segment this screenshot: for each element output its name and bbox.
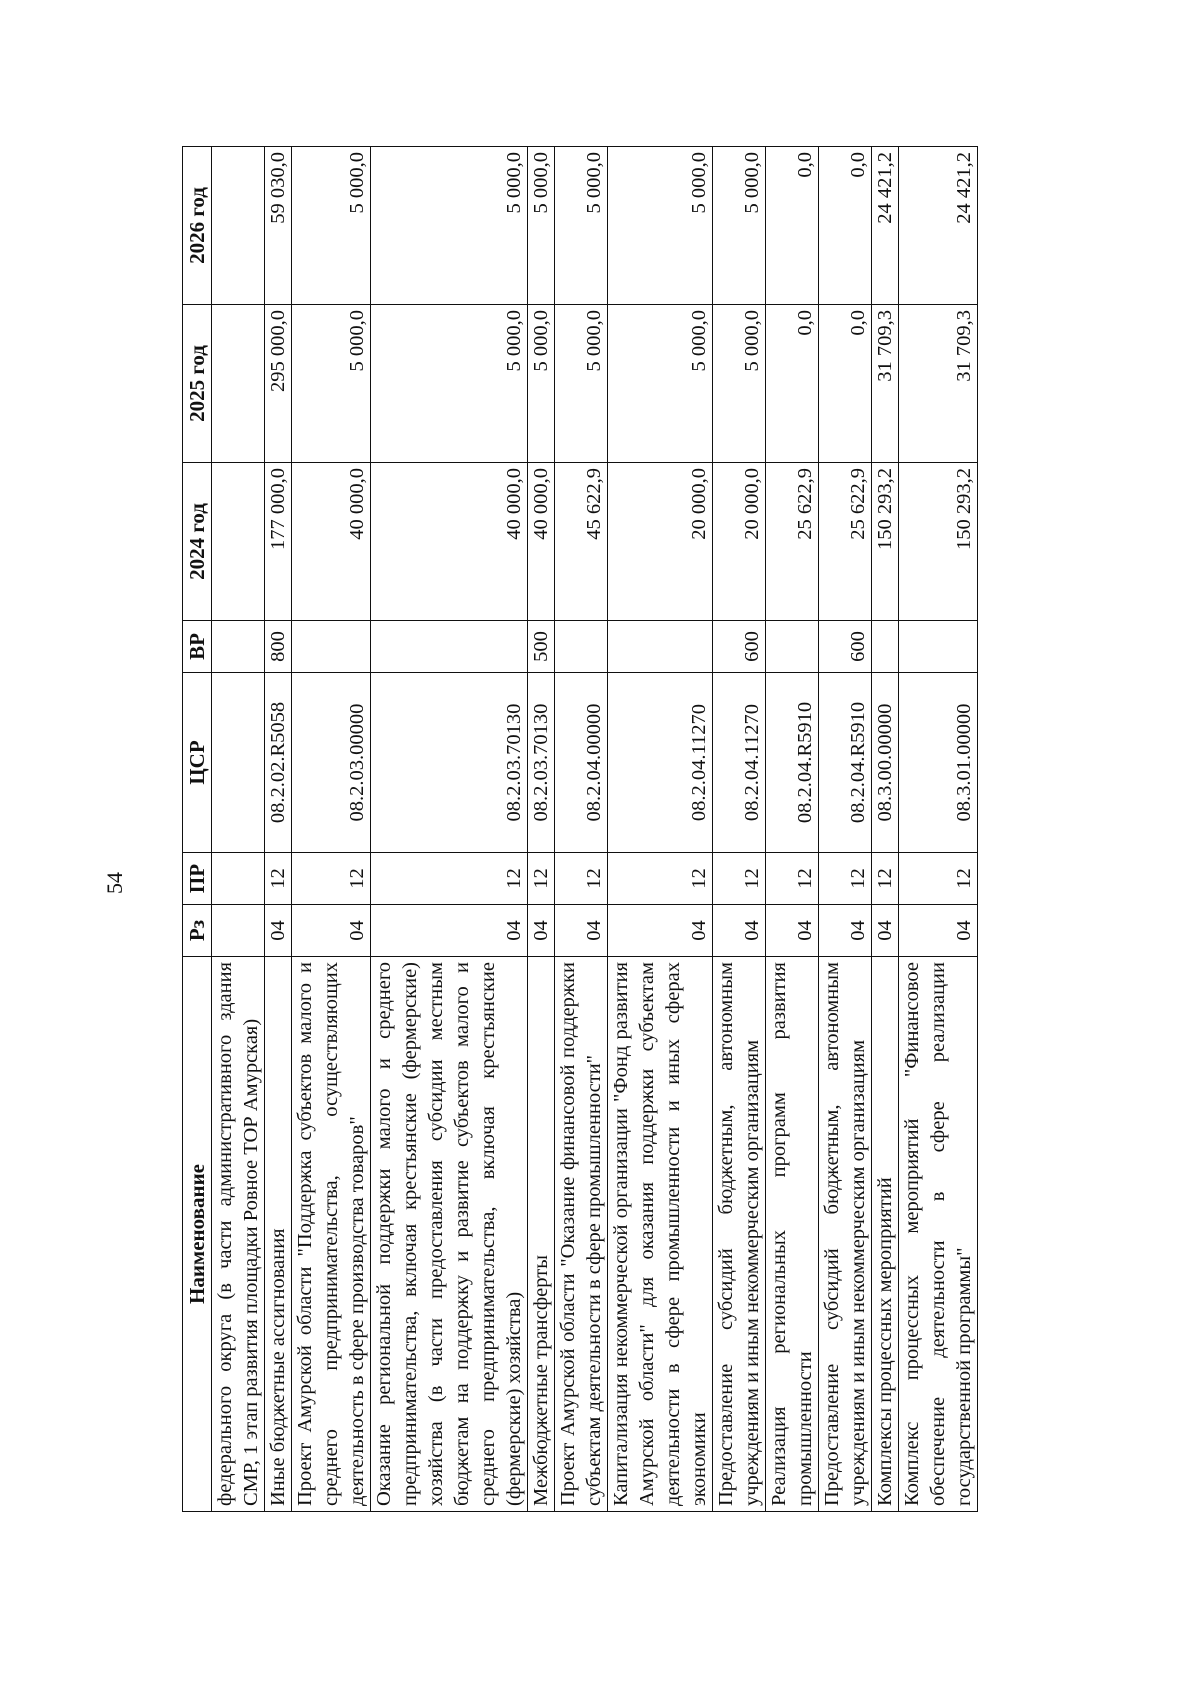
- cell-name: Межбюджетные трансферты: [528, 957, 555, 1512]
- table-row: [608, 147, 713, 1512]
- cell-vr: [292, 621, 371, 673]
- cell-rz: 04: [713, 905, 766, 957]
- cell-pr: 12: [872, 853, 899, 905]
- cell-pr: 12: [608, 853, 713, 905]
- cell-name: Предоставление субсидий бюджетным, автономным учреждениям и иным некоммерческим организациям: [713, 957, 766, 1512]
- cell-2024: 150 293,2: [872, 463, 899, 621]
- cell-pr: [212, 853, 265, 905]
- cell-rz: 04: [608, 905, 713, 957]
- cell-csr: 08.2.02.R5058: [265, 673, 292, 853]
- header-name: Наименование: [183, 957, 212, 1512]
- cell-rz: 04: [819, 905, 872, 957]
- page-number: 54: [102, 872, 127, 894]
- cell-csr: 08.2.04.R5910: [819, 673, 872, 853]
- cell-2024: 20 000,0: [608, 463, 713, 621]
- table-row: [872, 147, 899, 1512]
- cell-2024: 40 000,0: [292, 463, 371, 621]
- header-2026: 2026 год: [183, 147, 212, 305]
- cell-2025: 5 000,0: [608, 305, 713, 463]
- budget-table: [182, 146, 978, 1512]
- cell-pr: 12: [819, 853, 872, 905]
- header-pr: ПР: [183, 853, 212, 905]
- cell-2026: 24 421,2: [899, 147, 978, 305]
- cell-vr: [555, 621, 608, 673]
- cell-name: федерального округа (в части административного здания СМР, 1 этап развития площадки Ровное ТОР Амурская): [212, 957, 265, 1512]
- cell-pr: 12: [766, 853, 819, 905]
- cell-2026: 5 000,0: [371, 147, 528, 305]
- cell-2026: 59 030,0: [265, 147, 292, 305]
- table-row: [819, 147, 872, 1512]
- cell-csr: 08.2.04.R5910: [766, 673, 819, 853]
- cell-name: Иные бюджетные ассигнования: [265, 957, 292, 1512]
- cell-rz: 04: [899, 905, 978, 957]
- table-row: [528, 147, 555, 1512]
- cell-pr: 12: [713, 853, 766, 905]
- cell-pr: 12: [899, 853, 978, 905]
- cell-vr: 600: [713, 621, 766, 673]
- cell-rz: [212, 905, 265, 957]
- cell-2025: 5 000,0: [555, 305, 608, 463]
- table-row: [713, 147, 766, 1512]
- header-csr: ЦСР: [183, 673, 212, 853]
- table-row: [899, 147, 978, 1512]
- cell-2026: 5 000,0: [292, 147, 371, 305]
- cell-csr: 08.2.03.70130: [528, 673, 555, 853]
- header-vr: ВР: [183, 621, 212, 673]
- cell-rz: 04: [766, 905, 819, 957]
- cell-2026: 0,0: [766, 147, 819, 305]
- table-header-row: [183, 147, 212, 1512]
- cell-rz: 04: [528, 905, 555, 957]
- cell-pr: 12: [555, 853, 608, 905]
- cell-vr: [371, 621, 528, 673]
- cell-vr: [899, 621, 978, 673]
- cell-pr: 12: [371, 853, 528, 905]
- cell-vr: [608, 621, 713, 673]
- cell-csr: 08.2.04.11270: [608, 673, 713, 853]
- cell-2025: 5 000,0: [292, 305, 371, 463]
- table-row: [212, 147, 265, 1512]
- cell-2024: 40 000,0: [528, 463, 555, 621]
- cell-csr: [212, 673, 265, 853]
- cell-csr: 08.2.04.11270: [713, 673, 766, 853]
- cell-2024: 25 622,9: [766, 463, 819, 621]
- cell-name: Комплексы процессных мероприятий: [872, 957, 899, 1512]
- cell-2024: 45 622,9: [555, 463, 608, 621]
- cell-name: Проект Амурской области "Оказание финансовой поддержки субъектам деятельности в сфере промышленности": [555, 957, 608, 1512]
- cell-2026: 5 000,0: [608, 147, 713, 305]
- cell-2026: 24 421,2: [872, 147, 899, 305]
- cell-2026: 5 000,0: [713, 147, 766, 305]
- cell-csr: 08.2.04.00000: [555, 673, 608, 853]
- cell-2026: 0,0: [819, 147, 872, 305]
- cell-name: Предоставление субсидий бюджетным, автономным учреждениям и иным некоммерческим организациям: [819, 957, 872, 1512]
- cell-name: Реализация региональных программ развития промышленности: [766, 957, 819, 1512]
- cell-2024: 177 000,0: [265, 463, 292, 621]
- cell-rz: 04: [265, 905, 292, 957]
- cell-2024: 20 000,0: [713, 463, 766, 621]
- cell-vr: [766, 621, 819, 673]
- table-row: [292, 147, 371, 1512]
- cell-vr: [872, 621, 899, 673]
- cell-2025: 31 709,3: [899, 305, 978, 463]
- rotated-table-container: [182, 147, 1046, 1512]
- table-row: [371, 147, 528, 1512]
- cell-2024: [212, 463, 265, 621]
- cell-pr: 12: [292, 853, 371, 905]
- header-2024: 2024 год: [183, 463, 212, 621]
- cell-rz: 04: [371, 905, 528, 957]
- cell-name: Оказание региональной поддержки малого и среднего предпринимательства, включая крестьянские (фермерские) хозяйства (в части предоставления субсидии местным бюджетам на поддержку и развитие субъектов малого и среднего предпринимательства, включая крестьянские (фермерские) хозяйства): [371, 957, 528, 1512]
- cell-csr: 08.3.00.00000: [872, 673, 899, 853]
- cell-2025: 5 000,0: [713, 305, 766, 463]
- cell-2024: 40 000,0: [371, 463, 528, 621]
- cell-rz: 04: [555, 905, 608, 957]
- cell-2026: [212, 147, 265, 305]
- cell-csr: 08.3.01.00000: [899, 673, 978, 853]
- cell-csr: 08.2.03.00000: [292, 673, 371, 853]
- cell-csr: 08.2.03.70130: [371, 673, 528, 853]
- cell-vr: 600: [819, 621, 872, 673]
- table-row: [265, 147, 292, 1512]
- cell-rz: 04: [292, 905, 371, 957]
- cell-2025: 295 000,0: [265, 305, 292, 463]
- cell-name: Капитализация некоммерческой организации "Фонд развития Амурской области" для оказания поддержки субъектам деятельности в сфере промышленности и иных сферах экономики: [608, 957, 713, 1512]
- table-row: [555, 147, 608, 1512]
- cell-pr: 12: [528, 853, 555, 905]
- cell-vr: [212, 621, 265, 673]
- cell-2025: 0,0: [819, 305, 872, 463]
- cell-pr: 12: [265, 853, 292, 905]
- header-2025: 2025 год: [183, 305, 212, 463]
- cell-2026: 5 000,0: [555, 147, 608, 305]
- cell-2025: 5 000,0: [371, 305, 528, 463]
- table-row: [766, 147, 819, 1512]
- cell-vr: 800: [265, 621, 292, 673]
- cell-2025: 31 709,3: [872, 305, 899, 463]
- header-rz: Рз: [183, 905, 212, 957]
- cell-name: Комплекс процессных мероприятий "Финансовое обеспечение деятельности в сфере реализации государственной программы": [899, 957, 978, 1512]
- cell-2026: 5 000,0: [528, 147, 555, 305]
- cell-vr: 500: [528, 621, 555, 673]
- cell-2025: 5 000,0: [528, 305, 555, 463]
- cell-2025: [212, 305, 265, 463]
- cell-2024: 25 622,9: [819, 463, 872, 621]
- cell-2024: 150 293,2: [899, 463, 978, 621]
- cell-name: Проект Амурской области "Поддержка субъектов малого и среднего предпринимательства, осуществляющих деятельность в сфере производства товаров": [292, 957, 371, 1512]
- cell-rz: 04: [872, 905, 899, 957]
- cell-2025: 0,0: [766, 305, 819, 463]
